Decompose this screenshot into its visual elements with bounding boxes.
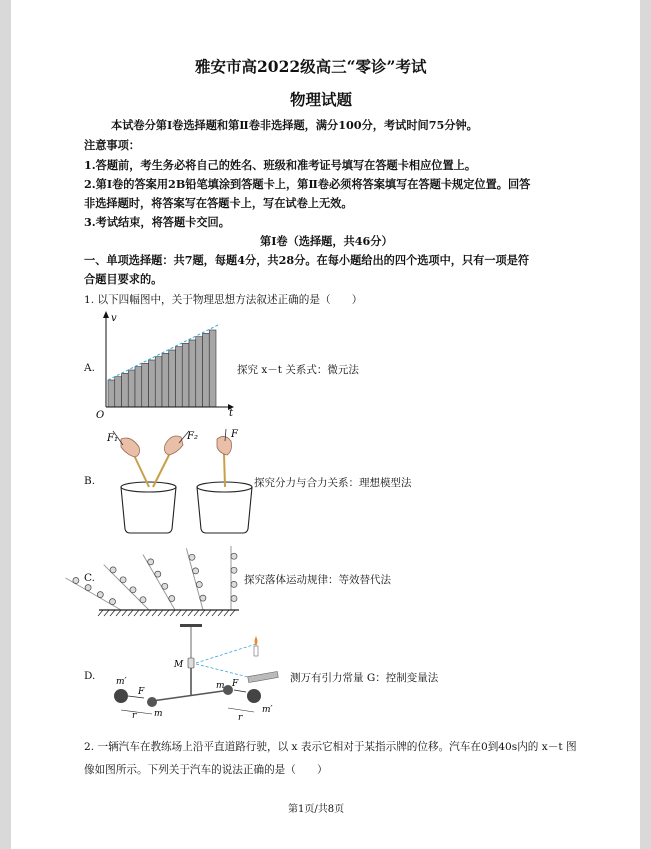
rolling-ball xyxy=(85,585,91,591)
option-b-figure xyxy=(99,425,249,537)
notes-heading: 注意事项： xyxy=(84,138,140,152)
axis-t-label: t xyxy=(229,408,234,419)
microelement-bar xyxy=(162,353,169,407)
ground-hatch xyxy=(140,610,145,616)
microelement-bar xyxy=(209,330,216,407)
section-title: 第Ⅰ卷（选择题，共46分） xyxy=(260,234,393,248)
rolling-ball xyxy=(231,567,237,573)
option-c-label: C. xyxy=(84,572,95,584)
microelement-bar xyxy=(149,360,156,407)
rolling-ball xyxy=(110,599,116,605)
ground-hatch xyxy=(182,610,187,616)
small-mass-label: m xyxy=(216,681,225,691)
question-1-stem: 1. 以下四幅图中，关于物理思想方法叙述正确的是（ ） xyxy=(84,294,363,306)
rolling-ball xyxy=(196,582,202,588)
microelement-bar xyxy=(169,350,176,407)
rolling-ball xyxy=(97,592,103,598)
option-d-label: D. xyxy=(84,670,96,682)
axis-v-label: v xyxy=(111,313,117,324)
rolling-ball xyxy=(148,559,154,565)
ground-hatch xyxy=(152,610,157,616)
microelement-bar xyxy=(182,343,189,407)
option-b-caption: 探究分力与合力关系：理想模型法 xyxy=(254,477,412,489)
option-a-caption: 探究 x－t 关系式：微元法 xyxy=(237,364,359,376)
option-d-figure xyxy=(106,624,286,724)
ground-hatch xyxy=(176,610,181,616)
rolling-ball xyxy=(120,577,126,583)
rolling-ball xyxy=(162,583,168,589)
distance-label: r xyxy=(132,711,137,721)
rolling-ball xyxy=(73,578,79,584)
ground-hatch xyxy=(128,610,133,616)
microelement-bar xyxy=(142,363,149,407)
rolling-ball xyxy=(140,597,146,603)
rolling-ball xyxy=(110,567,116,573)
big-mass-label: m′ xyxy=(116,677,127,687)
microelement-bar xyxy=(155,357,162,407)
force-f-label: F xyxy=(231,429,238,440)
note-item: 非选择题时，将答案写在答题卡上，写在试卷上无效。 xyxy=(84,196,353,210)
rolling-ball xyxy=(169,596,175,602)
microelement-bar xyxy=(122,373,129,407)
distance-label: r xyxy=(238,713,243,723)
force-label: F xyxy=(138,687,145,697)
ground-hatch xyxy=(170,610,175,616)
ground-hatch xyxy=(206,610,211,616)
option-a-figure xyxy=(96,310,236,420)
option-a-label: A. xyxy=(84,362,95,374)
ground-hatch xyxy=(212,610,217,616)
ground-hatch xyxy=(230,610,235,616)
ground-hatch xyxy=(116,610,121,616)
force-f1-label: F₁ xyxy=(107,433,118,444)
mirror-label: M xyxy=(174,660,184,670)
microelement-bar xyxy=(203,333,210,407)
rolling-ball xyxy=(231,553,237,559)
rolling-ball xyxy=(155,571,161,577)
small-mass-label: m xyxy=(154,709,163,719)
ground-hatch xyxy=(218,610,223,616)
force-f2-label: F₂ xyxy=(187,431,198,442)
subject-title: 物理试题 xyxy=(290,90,353,109)
rolling-ball xyxy=(130,587,136,593)
rolling-ball xyxy=(231,581,237,587)
microelement-bar xyxy=(108,380,115,407)
ground-hatch xyxy=(98,610,103,616)
option-d-caption: 测万有引力常量 G：控制变量法 xyxy=(290,672,439,684)
section-instructions: 一、单项选择题：共7题，每题4分，共28分。在每小题给出的四个选项中，只有一项是符 xyxy=(84,253,530,267)
question-2-stem: 像如图所示。下列关于汽车的说法正确的是（ ） xyxy=(84,764,328,776)
ground-hatch xyxy=(104,610,109,616)
rolling-ball xyxy=(193,568,199,574)
ground-hatch xyxy=(110,610,115,616)
rolling-ball xyxy=(189,554,195,560)
microelement-bar xyxy=(128,370,135,407)
ground-hatch xyxy=(194,610,199,616)
microelement-bar xyxy=(189,340,196,407)
option-c-caption: 探究落体运动规律：等效替代法 xyxy=(244,574,391,586)
exam-intro: 本试卷分第Ⅰ卷选择题和第Ⅱ卷非选择题，满分100分，考试时间75分钟。 xyxy=(111,118,478,132)
section-instructions: 合题目要求的。 xyxy=(84,272,163,286)
exam-title: 雅安市高2022级高三“零诊”考试 xyxy=(195,57,427,76)
ground-hatch xyxy=(122,610,127,616)
ground-hatch xyxy=(224,610,229,616)
option-c-figure xyxy=(99,538,239,618)
note-item: 1.答题前，考生务必将自己的姓名、班级和准考证号填写在答题卡相应位置上。 xyxy=(84,158,477,172)
ground-hatch xyxy=(134,610,139,616)
ground-hatch xyxy=(158,610,163,616)
note-item: 3.考试结束，将答题卡交回。 xyxy=(84,215,230,229)
microelement-bar xyxy=(176,347,183,407)
ground-hatch xyxy=(146,610,151,616)
microelement-bar xyxy=(115,377,122,407)
exam-page xyxy=(11,0,640,849)
question-2-stem: 2. 一辆汽车在教练场上沿平直道路行驶，以 x 表示它相对于某指示牌的位移。汽车在0到40s内的 x－t 图 xyxy=(84,741,577,753)
note-item: 2.第Ⅰ卷的答案用2B铅笔填涂到答题卡上，第Ⅱ卷必须将答案填写在答题卡规定位置。回答 xyxy=(84,177,531,191)
microelement-bar xyxy=(196,337,203,407)
ground-hatch xyxy=(188,610,193,616)
big-mass-label: m′ xyxy=(262,705,273,715)
rolling-ball xyxy=(231,596,237,602)
page-footer: 第1页/共8页 xyxy=(288,804,345,815)
ground-hatch xyxy=(200,610,205,616)
option-b-label: B. xyxy=(84,475,96,487)
origin-label: O xyxy=(96,410,105,421)
rolling-ball xyxy=(200,595,206,601)
ground-hatch xyxy=(164,610,169,616)
microelement-bar xyxy=(135,367,142,407)
force-label: F xyxy=(232,679,239,689)
